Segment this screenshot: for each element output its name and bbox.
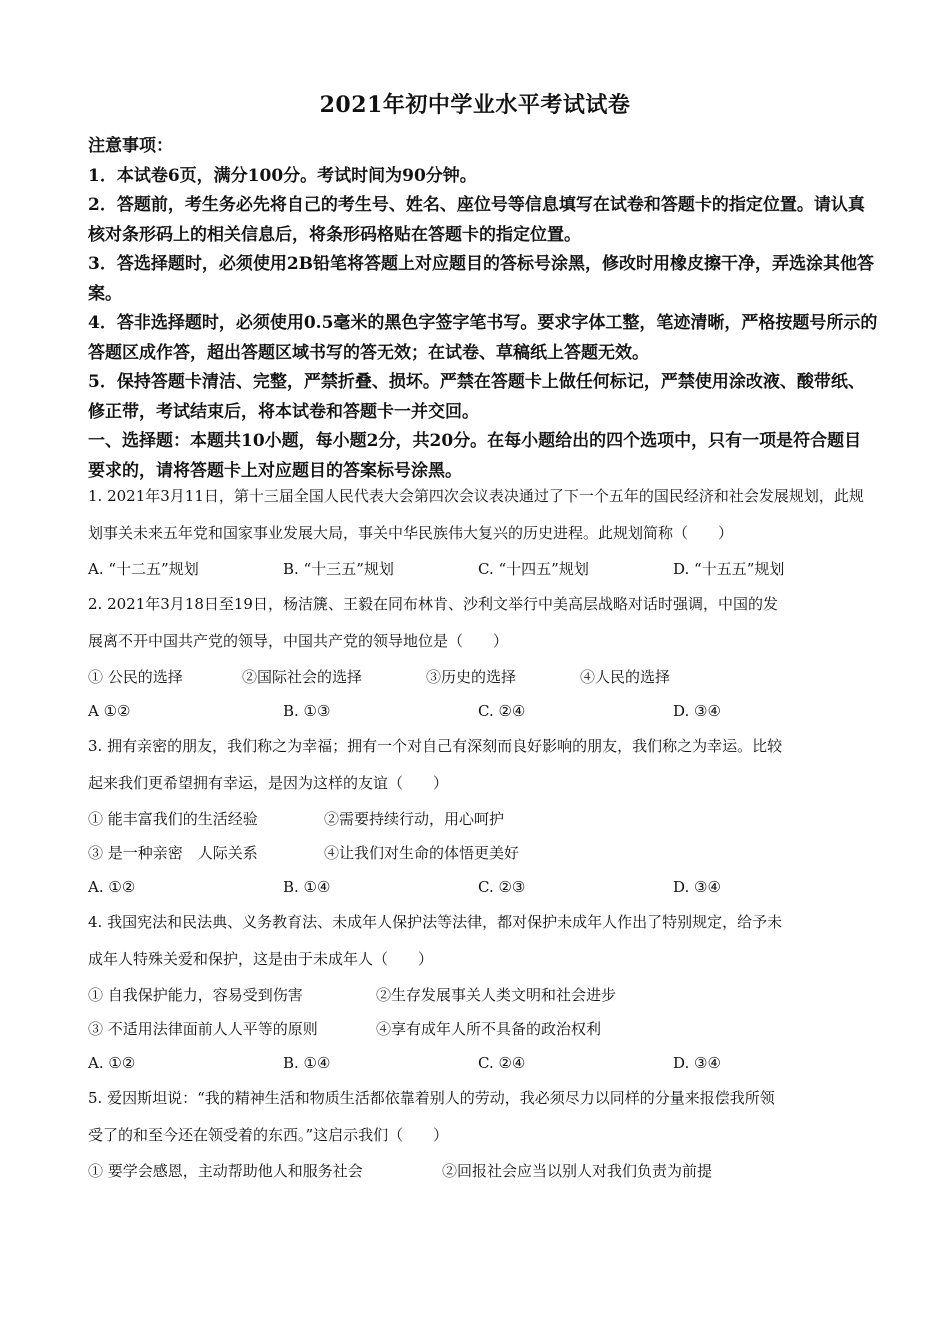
question-4-stem-line: 4. 我国宪法和民法典、义务教育法、未成年人保护法等法律，都对保护未成年人作出了特别规定，给予未 — [88, 913, 783, 931]
question-2-statements — [88, 660, 878, 694]
statement-1: ① 要学会感恩，主动帮助他人和服务社会 — [88, 1162, 363, 1180]
statement-2: ②生存发展事关人类文明和社会进步 — [376, 986, 617, 1004]
statement-2: ②需要持续行动，用心呵护 — [324, 810, 505, 828]
option-a[interactable]: A. ①② — [88, 878, 136, 896]
notes-heading: 注意事项： — [88, 136, 173, 156]
option-c[interactable]: C. ②③ — [478, 878, 526, 896]
note-item: 5．保持答题卡清洁、完整，严禁折叠、损坏。严禁在答题卡上做任何标记，严禁使用涂改液、酸带纸、修正带，考试结束后，将本试卷和答题卡一并交回。 — [88, 372, 865, 422]
exam-title: 2021年初中学业水平考试试卷 — [319, 92, 631, 118]
option-d[interactable]: D. “十五五”规划 — [673, 560, 785, 578]
notes-section — [88, 132, 878, 486]
note-item: 3．答选择题时，必须使用2B铅笔将答题上对应题目的答标号涂黑，修改时用橡皮擦干净，弄选涂其他答案。 — [88, 254, 875, 304]
question-1-options — [88, 552, 878, 586]
option-b[interactable]: B. “十三五”规划 — [283, 560, 394, 578]
question-list — [88, 478, 878, 1188]
question-2-options — [88, 694, 878, 728]
question-5-stem-line: 5. 爱因斯坦说：“我的精神生活和物质生活都依靠着别人的劳动，我必须尽力以同样的分量来报偿我所领 — [88, 1089, 775, 1107]
statement-4: ④让我们对生命的体悟更美好 — [324, 844, 520, 862]
statement-3: ③ 不适用法律面前人人平等的原则 — [88, 1020, 318, 1038]
question-3-stem-line: 起来我们更希望拥有幸运，是因为这样的友谊（ ） — [88, 774, 449, 792]
question-2-stem-line: 展离不开中国共产党的领导，中国共产党的领导地位是（ ） — [88, 632, 509, 650]
question-3-statements — [88, 836, 878, 870]
question-1-stem: 1. 2021年3月11日，第十三届全国人民代表大会第四次会议表决通过了下一个五年的国民经济和社会发展规划，此规划事关未来五年党和国家事业发展大局，事关中华民族伟大复兴的历史进程。此规划简称（ ） — [88, 487, 864, 542]
option-b[interactable]: B. ①④ — [283, 1054, 331, 1072]
option-c[interactable]: C. “十四五”规划 — [478, 560, 589, 578]
option-d[interactable]: D. ③④ — [673, 878, 721, 896]
statement-3: ③ 是一种亲密 人际关系 — [88, 844, 258, 862]
question-5-statements — [88, 1154, 878, 1188]
option-c[interactable]: C. ②④ — [478, 1054, 526, 1072]
statement-4: ④享有成年人所不具备的政治权利 — [376, 1020, 602, 1038]
question-4-stem-line: 成年人特殊关爱和保护，这是由于未成年人（ ） — [88, 950, 434, 968]
question-3-stem-line: 3. 拥有亲密的朋友，我们称之为幸福；拥有一个对自己有深刻而良好影响的朋友，我们称之为幸运。比较 — [88, 737, 783, 755]
option-a[interactable]: A. ①② — [88, 1054, 136, 1072]
question-4-statements — [88, 978, 878, 1012]
option-d[interactable]: D. ③④ — [673, 1054, 721, 1072]
question-3-options — [88, 870, 878, 904]
note-item: 1．本试卷6页，满分100分。考试时间为90分钟。 — [88, 165, 477, 186]
note-item: 4．答非选择题时，必须使用0.5毫米的黑色字签字笔书写。要求字体工整，笔迹清晰，严格按题号所示的答题区成作答，超出答题区域书写的答无效；在试卷、草稿纸上答题无效。 — [88, 313, 878, 363]
question-3-statements — [88, 802, 878, 836]
question-4-options — [88, 1046, 878, 1080]
option-b[interactable]: B. ①④ — [283, 878, 331, 896]
note-item: 2．答题前，考生务必先将自己的考生号、姓名、座位号等信息填写在试卷和答题卡的指定位置。请认真核对条形码上的相关信息后，将条形码格贴在答题卡的指定位置。 — [88, 195, 865, 245]
statement-1: ① 能丰富我们的生活经验 — [88, 810, 258, 828]
section-heading: 一、选择题：本题共10小题，每小题2分，共20分。在每小题给出的四个选项中，只有一项是符合题目要求的，请将答题卡上对应题目的答案标号涂黑。 — [88, 431, 862, 481]
option-d[interactable]: D. ③④ — [673, 702, 721, 720]
option-b[interactable]: B. ①③ — [283, 702, 331, 720]
statement-2: ②国际社会的选择 — [242, 668, 363, 686]
statement-1: ① 公民的选择 — [88, 668, 183, 686]
statement-3: ③历史的选择 — [426, 668, 517, 686]
statement-4: ④人民的选择 — [580, 668, 671, 686]
question-5-stem-line: 受了的和至今还在领受着的东西。”这启示我们（ ） — [88, 1126, 449, 1144]
question-2-stem-line: 2. 2021年3月18日至19日，杨洁篪、王毅在同布林肯、沙利文举行中美高层战略对话时强调，中国的发 — [88, 595, 778, 613]
option-c[interactable]: C. ②④ — [478, 702, 526, 720]
option-a[interactable]: A. “十二五”规划 — [88, 560, 199, 578]
statement-2: ②回报社会应当以别人对我们负责为前提 — [442, 1162, 713, 1180]
option-a[interactable]: A ①② — [88, 702, 131, 720]
statement-1: ① 自我保护能力，容易受到伤害 — [88, 986, 303, 1004]
question-4-statements — [88, 1012, 878, 1046]
